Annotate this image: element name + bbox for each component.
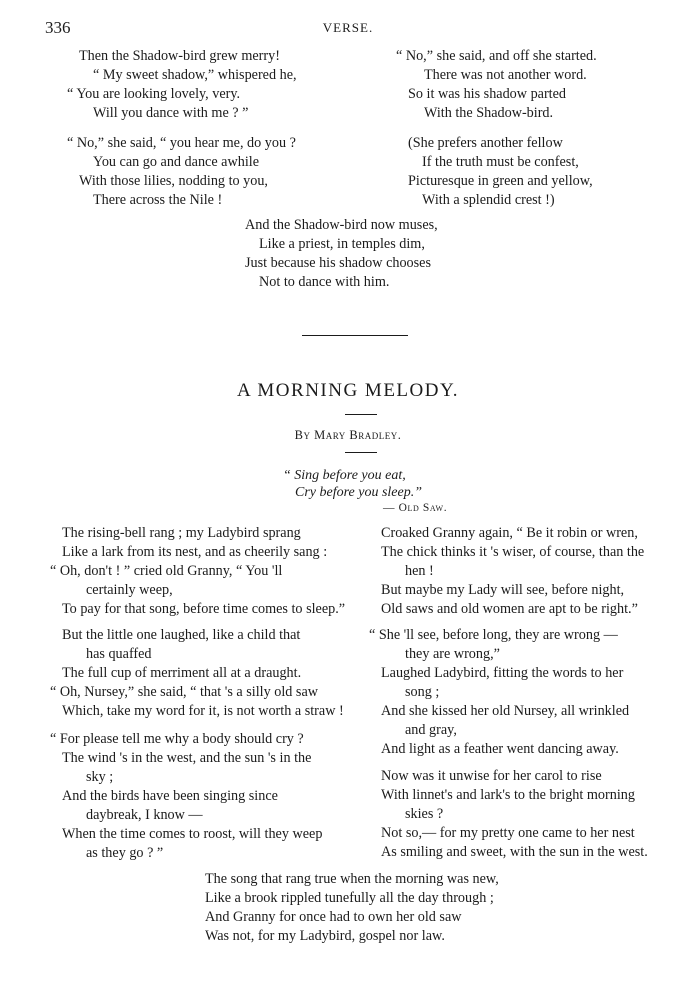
verse-line: Like a priest, in temples dim, bbox=[259, 236, 425, 252]
verse-line: With a splendid crest !) bbox=[422, 192, 555, 208]
poem-title: A MORNING MELODY. bbox=[236, 380, 460, 401]
verse-line: To pay for that song, before time comes to sleep.” bbox=[62, 601, 346, 617]
verse-line: “ My sweet shadow,” whispered he, bbox=[93, 67, 297, 83]
shadow-stanza-3 bbox=[396, 47, 597, 123]
verse-line: and gray, bbox=[405, 722, 457, 738]
melody-stanza-3 bbox=[50, 730, 323, 863]
verse-line: “ No,” she said, “ you hear me, do you ? bbox=[67, 135, 296, 151]
melody-stanza-2 bbox=[50, 626, 344, 721]
verse-line: And the Shadow-bird now muses, bbox=[245, 217, 438, 233]
melody-stanza-4 bbox=[381, 524, 644, 619]
title-rule bbox=[345, 414, 377, 415]
verse-line: There was not another word. bbox=[424, 67, 587, 83]
verse-line: “ She 'll see, before long, they are wrong — bbox=[369, 627, 618, 643]
verse-line: The chick thinks it 's wiser, of course, than the bbox=[381, 544, 645, 560]
verse-line: “ For please tell me why a body should cry ? bbox=[50, 731, 304, 747]
verse-line: Just because his shadow chooses bbox=[245, 255, 431, 271]
melody-stanza-5 bbox=[369, 626, 630, 759]
verse-line: So it was his shadow parted bbox=[408, 86, 567, 102]
verse-line: The wind 's in the west, and the sun 's in the bbox=[62, 750, 312, 766]
verse-line: And the birds have been singing since bbox=[62, 788, 278, 804]
verse-line: skies ? bbox=[405, 806, 444, 822]
verse-line: Picturesque in green and yellow, bbox=[408, 173, 593, 189]
verse-line: “ You are looking lovely, very. bbox=[67, 86, 241, 102]
section-divider bbox=[302, 335, 408, 336]
verse-line: Will you dance with me ? ” bbox=[93, 105, 249, 121]
author-name: Mary Bradley. bbox=[314, 428, 402, 442]
verse-line: With the Shadow-bird. bbox=[424, 105, 554, 121]
running-head: VERSE. bbox=[322, 20, 374, 35]
verse-line: Now was it unwise for her carol to rise bbox=[381, 768, 602, 784]
verse-line: You can go and dance awhile bbox=[93, 154, 260, 170]
verse-line: “ Oh, Nursey,” she said, “ that 's a silly old saw bbox=[50, 684, 318, 700]
shadow-stanza-2 bbox=[67, 134, 296, 210]
verse-line: as they go ? ” bbox=[86, 845, 164, 861]
verse-line: daybreak, I know — bbox=[86, 807, 203, 823]
melody-closing-stanza bbox=[205, 870, 499, 946]
verse-line: “ No,” she said, and off she started. bbox=[396, 48, 597, 64]
shadow-stanza-1 bbox=[67, 47, 297, 123]
byline bbox=[0, 428, 696, 443]
verse-line: Like a brook rippled tunefully all the day through ; bbox=[205, 890, 494, 906]
verse-line: they are wrong,” bbox=[405, 646, 500, 662]
verse-line: song ; bbox=[405, 684, 440, 700]
verse-line: sky ; bbox=[86, 769, 114, 785]
verse-line: “ Oh, don't ! ” cried old Granny, “ You 'll bbox=[50, 563, 283, 579]
verse-line: The song that rang true when the morning was new, bbox=[205, 871, 499, 887]
verse-line: hen ! bbox=[405, 563, 434, 579]
verse-line: Old saws and old women are apt to be right.” bbox=[381, 601, 638, 617]
verse-line: If the truth must be confest, bbox=[422, 154, 579, 170]
shadow-stanza-4 bbox=[408, 134, 593, 210]
verse-line: When the time comes to roost, will they weep bbox=[62, 826, 323, 842]
verse-line: Like a lark from its nest, and as cheerily sang : bbox=[62, 544, 328, 560]
epigraph-line: Cry before you sleep.” bbox=[295, 485, 423, 500]
verse-line: The full cup of merriment all at a draught. bbox=[62, 665, 302, 681]
verse-line: Not so,— for my pretty one came to her nest bbox=[381, 825, 635, 841]
verse-line: And Granny for once had to own her old saw bbox=[205, 909, 462, 925]
epigraph-source: — Old Saw. bbox=[383, 502, 448, 514]
verse-line: (She prefers another fellow bbox=[408, 135, 563, 151]
verse-line: And light as a feather went dancing away. bbox=[381, 741, 619, 757]
verse-line: Not to dance with him. bbox=[259, 274, 390, 290]
verse-line: Was not, for my Ladybird, gospel nor law. bbox=[205, 928, 445, 944]
byline-rule bbox=[345, 452, 377, 453]
verse-line: certainly weep, bbox=[86, 582, 173, 598]
verse-line: Laughed Ladybird, fitting the words to her bbox=[381, 665, 624, 681]
verse-line: With linnet's and lark's to the bright morning bbox=[381, 787, 635, 803]
shadow-closing-stanza bbox=[245, 216, 438, 292]
verse-line: With those lilies, nodding to you, bbox=[79, 173, 268, 189]
epigraph-line: “ Sing before you eat, bbox=[283, 468, 406, 483]
verse-line: There across the Nile ! bbox=[93, 192, 223, 208]
verse-line: But maybe my Lady will see, before night, bbox=[381, 582, 625, 598]
verse-line: But the little one laughed, like a child that bbox=[62, 627, 301, 643]
melody-stanza-1 bbox=[50, 524, 346, 619]
byline-prefix: By bbox=[294, 428, 311, 442]
verse-line: The rising-bell rang ; my Ladybird sprang bbox=[62, 525, 301, 541]
page-number: 336 bbox=[45, 18, 71, 37]
melody-stanza-6 bbox=[381, 767, 648, 862]
verse-line: Then the Shadow-bird grew merry! bbox=[79, 48, 280, 64]
verse-line: has quaffed bbox=[86, 646, 152, 662]
epigraph bbox=[283, 467, 422, 501]
verse-line: Which, take my word for it, is not worth a straw ! bbox=[62, 703, 344, 719]
verse-line: And she kissed her old Nursey, all wrinkled bbox=[381, 703, 630, 719]
verse-line: As smiling and sweet, with the sun in the west. bbox=[381, 844, 648, 860]
verse-line: Croaked Granny again, “ Be it robin or wren, bbox=[381, 525, 638, 541]
